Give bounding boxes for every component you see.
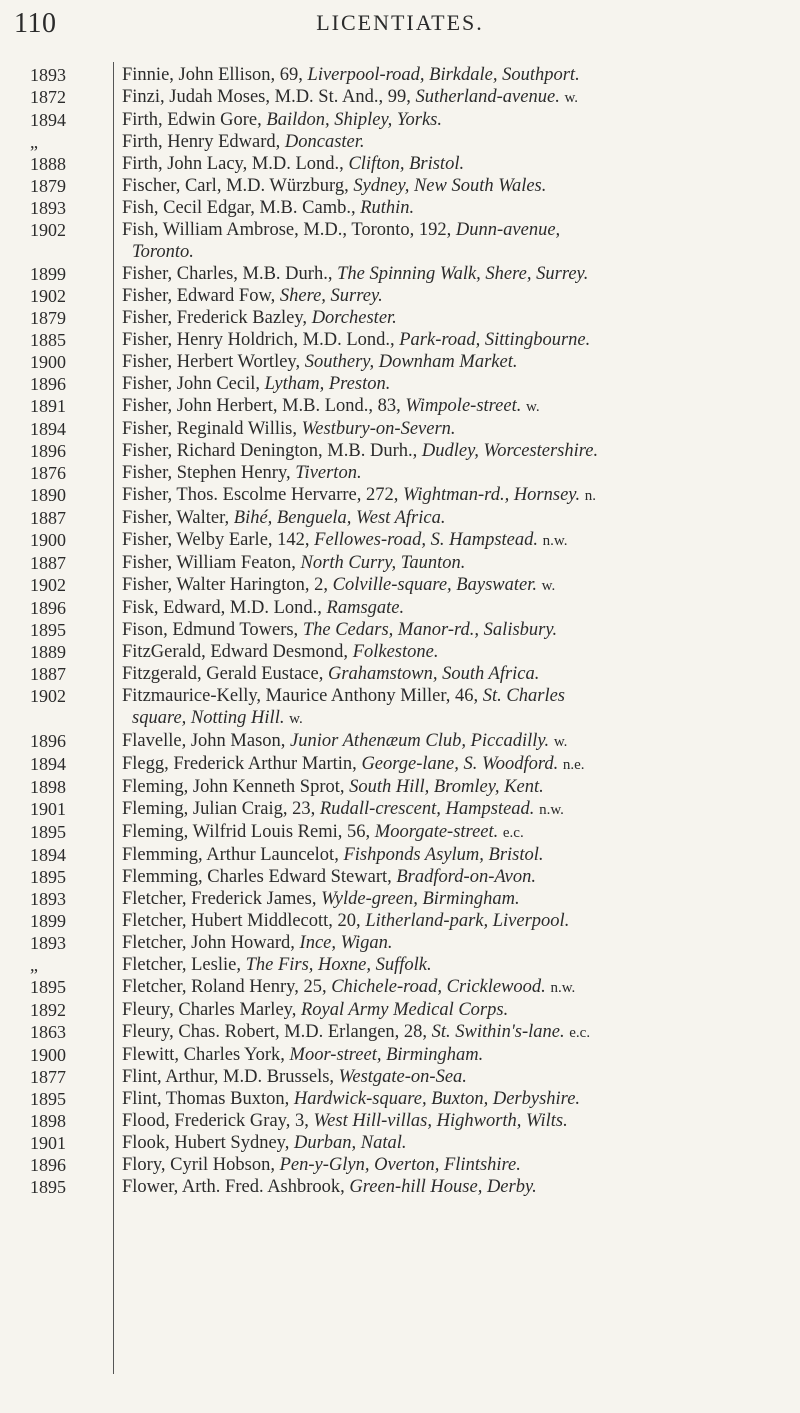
entry-name: Fisher, Thos. Escolme Hervarre, 272, bbox=[122, 485, 399, 505]
entry-district: e.c. bbox=[502, 825, 524, 841]
entry-year: 1895 bbox=[30, 867, 66, 887]
entry-text bbox=[122, 507, 794, 529]
entry-year: 1895 bbox=[30, 1177, 66, 1197]
entry-text bbox=[122, 153, 794, 175]
entry-place: Sutherland-avenue. bbox=[415, 87, 560, 107]
entry-place: Colville-square, Bayswater. bbox=[332, 575, 537, 595]
entry-name: Fisher, Charles, M.B. Durh., bbox=[122, 264, 333, 284]
entry-year: 1900 bbox=[30, 530, 66, 550]
entry-text bbox=[122, 730, 794, 753]
entry-district: w. bbox=[564, 90, 579, 106]
entry-name: Fisher, Henry Holdrich, M.D. Lond., bbox=[122, 330, 395, 350]
entry-text bbox=[122, 197, 794, 219]
entry-name: Flewitt, Charles York, bbox=[122, 1045, 285, 1065]
entry-year: 1872 bbox=[30, 87, 66, 107]
entry-year: 1895 bbox=[30, 1089, 66, 1109]
list-item bbox=[0, 351, 800, 373]
entry-text bbox=[122, 1154, 794, 1176]
entry-place: Wimpole-street. bbox=[405, 396, 522, 416]
entry-text bbox=[122, 418, 794, 440]
entry-name: Fletcher, Frederick James, bbox=[122, 889, 317, 909]
entry-district: n.w. bbox=[550, 980, 576, 996]
entry-name: Fletcher, Hubert Middlecott, 20, bbox=[122, 911, 361, 931]
entry-name: Fitzmaurice-Kelly, Maurice Anthony Miller, 46, bbox=[122, 686, 479, 706]
entry-place: Park-road, Sittingbourne. bbox=[399, 330, 591, 350]
entry-text bbox=[122, 529, 794, 552]
list-item bbox=[0, 641, 800, 663]
entry-text bbox=[122, 753, 794, 776]
entry-year: 1894 bbox=[30, 845, 66, 865]
entry-continuation-place: Toronto. bbox=[132, 242, 194, 262]
entry-name: Fisher, Richard Denington, M.B. Durh., bbox=[122, 441, 418, 461]
entry-place: Clifton, Bristol. bbox=[348, 154, 465, 174]
entry-text bbox=[122, 86, 794, 109]
entry-text bbox=[122, 910, 794, 932]
entry-text bbox=[122, 351, 794, 373]
entry-place: Ince, Wigan. bbox=[299, 933, 393, 953]
entry-year: 1893 bbox=[30, 65, 66, 85]
entry-text bbox=[122, 440, 794, 462]
entry-year: 1888 bbox=[30, 154, 66, 174]
list-item bbox=[0, 418, 800, 440]
entry-district: n.w. bbox=[542, 533, 568, 549]
running-head: LICENTIATES. bbox=[316, 10, 484, 35]
entry-name: Fleming, Julian Craig, 23, bbox=[122, 799, 316, 819]
entry-place: Fellowes-road, S. Hampstead. bbox=[314, 530, 539, 550]
entry-text bbox=[122, 954, 794, 976]
list-item bbox=[0, 197, 800, 219]
entry-place: Southery, Downham Market. bbox=[304, 352, 518, 372]
entry-year: 1902 bbox=[30, 575, 66, 595]
entry-name: Fish, Cecil Edgar, M.B. Camb., bbox=[122, 198, 356, 218]
entry-year: 1900 bbox=[30, 1045, 66, 1065]
entry-year: 1887 bbox=[30, 553, 66, 573]
entry-name: Flook, Hubert Sydney, bbox=[122, 1133, 290, 1153]
entry-place: Chichele-road, Cricklewood. bbox=[331, 977, 546, 997]
entry-name: Flint, Arthur, M.D. Brussels, bbox=[122, 1067, 335, 1087]
entry-place: Fishponds Asylum, Bristol. bbox=[343, 845, 544, 865]
entry-text bbox=[122, 395, 794, 418]
entry-place: Doncaster. bbox=[284, 132, 365, 152]
list-item bbox=[0, 619, 800, 641]
entry-name: Fitzgerald, Gerald Eustace, bbox=[122, 664, 324, 684]
entry-text bbox=[122, 1021, 794, 1044]
entry-place: Grahamstown, South Africa. bbox=[327, 664, 540, 684]
entry-text bbox=[122, 798, 794, 821]
entry-place: West Hill-villas, Highworth, Wilts. bbox=[313, 1111, 568, 1131]
entry-text bbox=[122, 574, 794, 597]
entry-name: Fleury, Chas. Robert, M.D. Erlangen, 28, bbox=[122, 1022, 428, 1042]
entry-text bbox=[122, 329, 794, 351]
entry-year: 1896 bbox=[30, 441, 66, 461]
list-item bbox=[0, 730, 800, 753]
entry-district: n.w. bbox=[539, 802, 564, 818]
entry-year: 1893 bbox=[30, 933, 66, 953]
list-item bbox=[0, 1154, 800, 1176]
entry-place: Folkestone. bbox=[352, 642, 439, 662]
entry-place: Ruthin. bbox=[360, 198, 415, 218]
entry-year: 1893 bbox=[30, 889, 66, 909]
entry-place: Wylde-green, Birmingham. bbox=[321, 889, 520, 909]
entry-text bbox=[122, 776, 794, 798]
entry-name: Flavelle, John Mason, bbox=[122, 731, 286, 751]
entry-name: Fleury, Charles Marley, bbox=[122, 1000, 297, 1020]
list-item bbox=[0, 440, 800, 462]
list-item bbox=[0, 153, 800, 175]
entry-place: Sydney, New South Wales. bbox=[353, 176, 547, 196]
list-item bbox=[0, 285, 800, 307]
entry-year: 1896 bbox=[30, 1155, 66, 1175]
entry-name: Fisher, William Featon, bbox=[122, 553, 296, 573]
entry-district: w. bbox=[553, 734, 568, 750]
list-item bbox=[0, 954, 800, 976]
entry-name: Fisher, John Cecil, bbox=[122, 374, 261, 394]
list-item bbox=[0, 529, 800, 552]
entry-place: St. Swithin's-lane. bbox=[431, 1022, 565, 1042]
list-item bbox=[0, 462, 800, 484]
list-item bbox=[0, 1044, 800, 1066]
entry-text bbox=[122, 597, 794, 619]
list-item bbox=[0, 574, 800, 597]
entry-text bbox=[122, 619, 794, 641]
entry-place: Wightman-rd., Hornsey. bbox=[402, 485, 581, 505]
entry-name: Fisher, Walter Harington, 2, bbox=[122, 575, 329, 595]
entry-year: 1895 bbox=[30, 977, 66, 997]
entry-place: St. Charles bbox=[482, 686, 566, 706]
entry-name: Flower, Arth. Fred. Ashbrook, bbox=[122, 1177, 345, 1197]
entry-year: „ bbox=[30, 955, 38, 975]
list-item bbox=[0, 888, 800, 910]
list-item bbox=[0, 866, 800, 888]
entry-year: 1900 bbox=[30, 352, 66, 372]
entry-year: 1899 bbox=[30, 264, 66, 284]
entry-year: 1892 bbox=[30, 1000, 66, 1020]
entry-place: The Cedars, Manor-rd., Salisbury. bbox=[302, 620, 558, 640]
entry-place: Moor-street, Birmingham. bbox=[289, 1045, 484, 1065]
entry-name: Flory, Cyril Hobson, bbox=[122, 1155, 275, 1175]
entry-text bbox=[122, 373, 794, 395]
entry-year: 1895 bbox=[30, 620, 66, 640]
entry-place: Bradford-on-Avon. bbox=[396, 867, 536, 887]
list-item bbox=[0, 175, 800, 197]
entry-place: Ramsgate. bbox=[326, 598, 405, 618]
entry-text bbox=[122, 685, 794, 730]
entry-place: North Curry, Taunton. bbox=[300, 553, 466, 573]
entry-name: Fish, William Ambrose, M.D., Toronto, 192, bbox=[122, 220, 452, 240]
entry-district: e.c. bbox=[569, 1025, 591, 1041]
list-item bbox=[0, 373, 800, 395]
entry-name: FitzGerald, Edward Desmond, bbox=[122, 642, 349, 662]
entry-continuation bbox=[122, 241, 794, 263]
list-item bbox=[0, 484, 800, 507]
entry-year: 1902 bbox=[30, 220, 66, 240]
list-item bbox=[0, 844, 800, 866]
entry-year: 1895 bbox=[30, 822, 66, 842]
entry-text bbox=[122, 821, 794, 844]
entry-year: 1891 bbox=[30, 396, 66, 416]
entry-year: 1901 bbox=[30, 799, 66, 819]
list-item bbox=[0, 597, 800, 619]
entry-name: Fisk, Edward, M.D. Lond., bbox=[122, 598, 322, 618]
entry-year: 1876 bbox=[30, 463, 66, 483]
entry-text bbox=[122, 1044, 794, 1066]
entry-place: Royal Army Medical Corps. bbox=[300, 1000, 509, 1020]
entry-text bbox=[122, 932, 794, 954]
entry-name: Fisher, Herbert Wortley, bbox=[122, 352, 301, 372]
entry-place: The Firs, Hoxne, Suffolk. bbox=[245, 955, 432, 975]
entry-place: George-lane, S. Woodford. bbox=[361, 754, 559, 774]
entry-text bbox=[122, 175, 794, 197]
list-item bbox=[0, 219, 800, 263]
entry-year: 1879 bbox=[30, 308, 66, 328]
entry-place: Moorgate-street. bbox=[374, 822, 499, 842]
list-item bbox=[0, 263, 800, 285]
entry-year: 1902 bbox=[30, 686, 66, 706]
entry-text bbox=[122, 131, 794, 153]
entry-place: Green-hill House, Derby. bbox=[349, 1177, 537, 1197]
entry-year: 1877 bbox=[30, 1067, 66, 1087]
list-item bbox=[0, 86, 800, 109]
entry-text bbox=[122, 663, 794, 685]
entry-name: Fletcher, Roland Henry, 25, bbox=[122, 977, 327, 997]
entry-year: 1885 bbox=[30, 330, 66, 350]
list-item bbox=[0, 552, 800, 574]
entry-year: 1902 bbox=[30, 286, 66, 306]
entry-year: 1899 bbox=[30, 911, 66, 931]
entry-place: Liverpool-road, Birkdale, Southport. bbox=[307, 65, 580, 85]
list-item bbox=[0, 753, 800, 776]
entry-name: Fleming, John Kenneth Sprot, bbox=[122, 777, 345, 797]
entry-name: Fisher, Welby Earle, 142, bbox=[122, 530, 310, 550]
list-item bbox=[0, 64, 800, 86]
entry-text bbox=[122, 976, 794, 999]
list-item bbox=[0, 507, 800, 529]
entry-year: 1893 bbox=[30, 198, 66, 218]
list-item bbox=[0, 1088, 800, 1110]
entry-place: Westbury-on-Severn. bbox=[301, 419, 456, 439]
list-item bbox=[0, 798, 800, 821]
entry-name: Flemming, Charles Edward Stewart, bbox=[122, 867, 392, 887]
entry-place: Bihé, Benguela, West Africa. bbox=[233, 508, 446, 528]
entry-name: Fisher, Walter, bbox=[122, 508, 230, 528]
list-item bbox=[0, 932, 800, 954]
entry-place: Tiverton. bbox=[295, 463, 362, 483]
entry-name: Flood, Frederick Gray, 3, bbox=[122, 1111, 309, 1131]
entry-place: Pen-y-Glyn, Overton, Flintshire. bbox=[279, 1155, 521, 1175]
list-item bbox=[0, 910, 800, 932]
entry-text bbox=[122, 1176, 794, 1198]
list-item bbox=[0, 999, 800, 1021]
entry-place: Dunn-avenue, bbox=[455, 220, 561, 240]
entry-place: Baildon, Shipley, Yorks. bbox=[266, 110, 442, 130]
entry-year: 1894 bbox=[30, 754, 66, 774]
entry-place: South Hill, Bromley, Kent. bbox=[349, 777, 544, 797]
entry-text bbox=[122, 484, 794, 507]
entry-year: 1889 bbox=[30, 642, 66, 662]
entry-name: Flegg, Frederick Arthur Martin, bbox=[122, 754, 357, 774]
entry-district: w. bbox=[541, 578, 556, 594]
entry-name: Flint, Thomas Buxton, bbox=[122, 1089, 290, 1109]
entry-text bbox=[122, 285, 794, 307]
entry-text bbox=[122, 1088, 794, 1110]
entry-year: „ bbox=[30, 132, 38, 152]
page-number: 110 bbox=[14, 8, 57, 39]
entry-text bbox=[122, 844, 794, 866]
entry-name: Fletcher, Leslie, bbox=[122, 955, 241, 975]
entry-text bbox=[122, 888, 794, 910]
entry-text bbox=[122, 219, 794, 263]
list-item bbox=[0, 1132, 800, 1154]
entry-place: Litherland-park, Liverpool. bbox=[365, 911, 570, 931]
entry-continuation bbox=[122, 707, 794, 730]
entry-name: Flemming, Arthur Launcelot, bbox=[122, 845, 339, 865]
entry-name: Fisher, Frederick Bazley, bbox=[122, 308, 308, 328]
list-item bbox=[0, 1021, 800, 1044]
list-item bbox=[0, 663, 800, 685]
entry-text bbox=[122, 109, 794, 131]
entry-name: Firth, Henry Edward, bbox=[122, 132, 281, 152]
list-item bbox=[0, 131, 800, 153]
list-item bbox=[0, 1110, 800, 1132]
entry-name: Fisher, Reginald Willis, bbox=[122, 419, 297, 439]
entry-year: 1890 bbox=[30, 485, 66, 505]
entry-year: 1901 bbox=[30, 1133, 66, 1153]
entry-place: Durban, Natal. bbox=[293, 1133, 407, 1153]
list-item bbox=[0, 976, 800, 999]
entry-name: Finzi, Judah Moses, M.D. St. And., 99, bbox=[122, 87, 411, 107]
entry-text bbox=[122, 1132, 794, 1154]
entry-year: 1879 bbox=[30, 176, 66, 196]
list-item bbox=[0, 307, 800, 329]
entry-text bbox=[122, 999, 794, 1021]
entry-text bbox=[122, 641, 794, 663]
entry-year: 1898 bbox=[30, 777, 66, 797]
entry-name: Fleming, Wilfrid Louis Remi, 56, bbox=[122, 822, 371, 842]
entry-place: Dorchester. bbox=[311, 308, 397, 328]
entry-name: Finnie, John Ellison, 69, bbox=[122, 65, 303, 85]
entry-year: 1898 bbox=[30, 1111, 66, 1131]
list-item bbox=[0, 1176, 800, 1198]
entry-place: Lytham, Preston. bbox=[264, 374, 391, 394]
entry-name: Fisher, John Herbert, M.B. Lond., 83, bbox=[122, 396, 401, 416]
entry-continuation-district: w. bbox=[289, 711, 303, 727]
entry-name: Fletcher, John Howard, bbox=[122, 933, 295, 953]
entry-continuation-place: square, Notting Hill. bbox=[132, 708, 285, 728]
entry-district: n. bbox=[584, 488, 596, 504]
list-item bbox=[0, 776, 800, 798]
entry-year: 1896 bbox=[30, 731, 66, 751]
entry-year: 1863 bbox=[30, 1022, 66, 1042]
entry-text bbox=[122, 64, 794, 86]
entry-text bbox=[122, 462, 794, 484]
entry-district: n.e. bbox=[562, 757, 585, 773]
entry-year: 1894 bbox=[30, 110, 66, 130]
entry-name: Firth, John Lacy, M.D. Lond., bbox=[122, 154, 344, 174]
list-item bbox=[0, 821, 800, 844]
list-item bbox=[0, 685, 800, 730]
entry-year: 1894 bbox=[30, 419, 66, 439]
list-item bbox=[0, 395, 800, 418]
list-item bbox=[0, 329, 800, 351]
entry-year: 1896 bbox=[30, 598, 66, 618]
entry-place: Rudall-crescent, Hampstead. bbox=[319, 799, 535, 819]
entry-text bbox=[122, 1110, 794, 1132]
entry-name: Fisher, Stephen Henry, bbox=[122, 463, 291, 483]
entry-name: Fison, Edmund Towers, bbox=[122, 620, 299, 640]
entry-district: w. bbox=[526, 399, 540, 415]
entry-text bbox=[122, 552, 794, 574]
entry-name: Fischer, Carl, M.D. Würzburg, bbox=[122, 176, 349, 196]
entry-text bbox=[122, 1066, 794, 1088]
list-item bbox=[0, 1066, 800, 1088]
entry-text bbox=[122, 263, 794, 285]
entry-place: Hardwick-square, Buxton, Derbyshire. bbox=[293, 1089, 581, 1109]
entry-name: Firth, Edwin Gore, bbox=[122, 110, 262, 130]
entry-year: 1896 bbox=[30, 374, 66, 394]
list-item bbox=[0, 109, 800, 131]
entry-name: Fisher, Edward Fow, bbox=[122, 286, 276, 306]
entry-year: 1887 bbox=[30, 508, 66, 528]
entry-place: The Spinning Walk, Shere, Surrey. bbox=[337, 264, 589, 284]
entry-place: Shere, Surrey. bbox=[279, 286, 383, 306]
entry-place: Junior Athenæum Club, Piccadilly. bbox=[290, 731, 550, 751]
entry-text bbox=[122, 866, 794, 888]
entry-place: Westgate-on-Sea. bbox=[338, 1067, 467, 1087]
entry-year: 1887 bbox=[30, 664, 66, 684]
entry-text bbox=[122, 307, 794, 329]
entry-list bbox=[0, 64, 800, 1198]
entry-place: Dudley, Worcestershire. bbox=[421, 441, 599, 461]
